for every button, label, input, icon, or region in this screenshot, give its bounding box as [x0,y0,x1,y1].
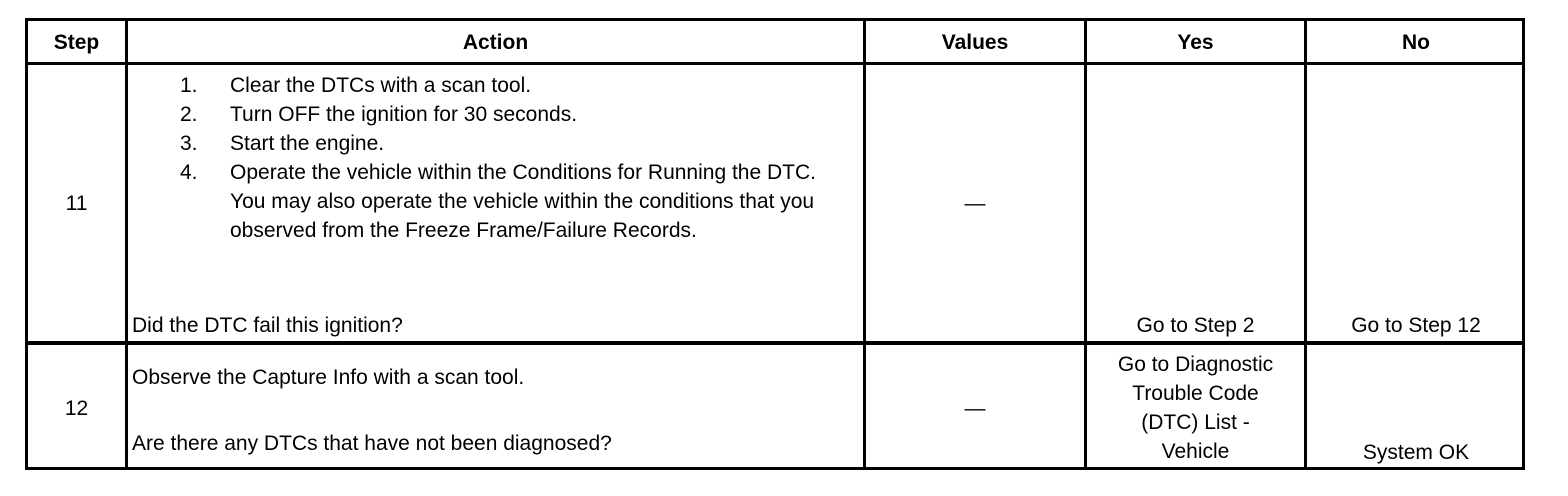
action-question: Did the DTC fail this ignition? [132,314,403,337]
values-cell: — [964,192,986,215]
header-step: Step [53,31,100,54]
header-no: No [1402,31,1430,54]
row-divider [28,341,1522,345]
yes-cell: Go to Step 2 [1136,314,1255,337]
no-cell: System OK [1362,441,1470,464]
list-item: 4. Operate the vehicle within the Conditions for Running the DTC. You may also operate the vehicle within the conditions that you observed from the Freeze Frame/Failure Records. [180,161,816,242]
action-text: Observe the Capture Info with a scan tool. [132,366,525,389]
row-divider [28,62,1522,65]
header-yes: Yes [1177,31,1214,54]
action-question: Are there any DTCs that have not been diagnosed? [132,432,612,455]
step-number: 11 [65,192,88,215]
list-item: 3. Start the engine. [180,132,385,155]
list-item: 2. Turn OFF the ignition for 30 seconds. [180,103,578,126]
action-step-list [128,71,840,245]
values-cell: — [964,397,986,420]
diagnostic-table [25,18,1525,470]
header-values: Values [941,31,1009,54]
step-number: 12 [64,397,89,420]
list-item: 1. Clear the DTCs with a scan tool. [180,74,532,97]
header-action: Action [462,31,529,54]
yes-cell: Go to Diagnostic Trouble Code (DTC) List - Vehicle [1117,353,1274,463]
column-divider [1304,21,1307,467]
no-cell: Go to Step 12 [1351,314,1481,337]
